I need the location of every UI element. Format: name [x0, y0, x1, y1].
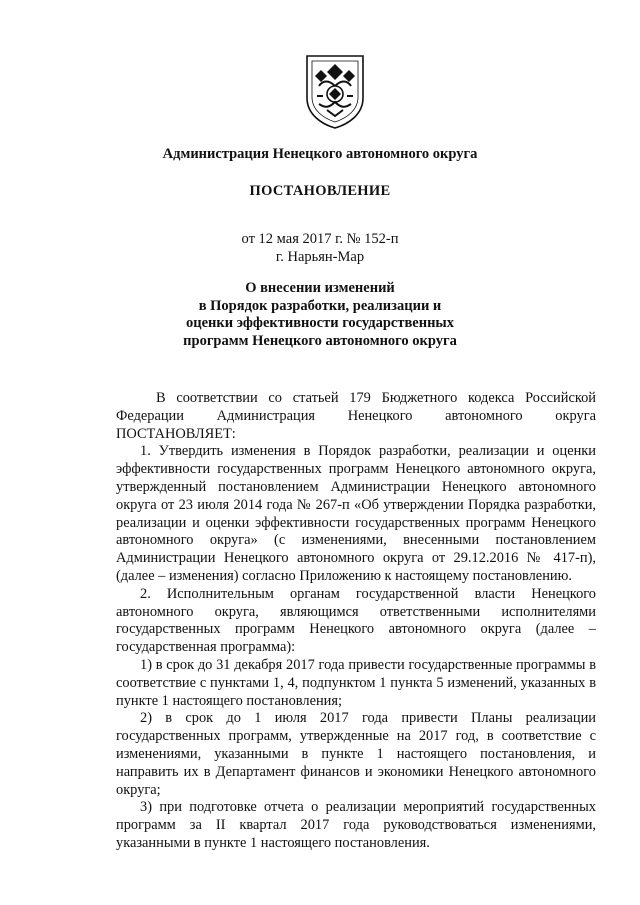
coat-of-arms-graphic — [303, 52, 367, 130]
title-line: программ Ненецкого автономного округа — [183, 332, 457, 349]
organization-name: Администрация Ненецкого автономного округа — [162, 146, 478, 162]
item-1-paragraph: 1. Утвердить изменения в Порядок разработки, реализации и оценки эффективности государственных программ Ненецкого автономного округа, утвержденный постановлением Администрации Ненецкого автономного округа от 23 июля 2014 года № 267-п «Об утверждении Порядка разработки, реализации и оценки эффективности государственных программ Ненецкого автономного округа» (с изменениями, внесенными постановлением Администрации Ненецкого автономного округа от 29.12.2016 № 417-п), (далее – изменения) согласно Приложению к настоящему постановлению. — [116, 443, 596, 584]
document-type: ПОСТАНОВЛЕНИЕ — [249, 183, 391, 199]
document-title — [90, 280, 550, 350]
item-2-3-paragraph: 3) при подготовке отчета о реализации мероприятий государственных программ за II квартал 2017 года руководствоваться изменениями, указанными в пункте 1 настоящего постановления. — [116, 799, 596, 851]
document-body — [116, 390, 596, 853]
item-2-1-paragraph: 1) в срок до 31 декабря 2017 года привести государственные программы в соответствие с пунктами 1, 4, подпунктом 1 пункта 5 изменений, указанных в пункте 1 настоящего постановления; — [116, 656, 596, 709]
preamble-paragraph: В соответствии со статьей 179 Бюджетного кодекса Российской Федерации Администрация Ненецкого автономного округа ПОСТАНОВЛЯЕТ: — [116, 390, 596, 442]
title-line: в Порядок разработки, реализации и — [198, 297, 442, 314]
item-2-2-paragraph: 2) в срок до 1 июля 2017 года привести Планы реализации государственных программ, утвержденные на 2017 год, в соответствие с изменениями, указанными в пункте 1 настоящего постановления, и направить их в Департамент финансов и экономики Ненецкого автономного округа; — [116, 710, 596, 798]
date-number: от 12 мая 2017 г. № 152-п — [241, 231, 399, 247]
title-line: оценки эффективности государственных — [185, 315, 455, 331]
item-2-paragraph: 2. Исполнительным органам государственной власти Ненецкого автономного округа, являющимся ответственными исполнителями государственных программ Ненецкого автономного округа (далее – государственная программа): — [116, 585, 596, 656]
city: г. Нарьян-Мар — [275, 249, 365, 265]
title-line: О внесении изменений — [245, 280, 395, 296]
nenets-okrug-coat-of-arms-icon — [303, 52, 367, 130]
